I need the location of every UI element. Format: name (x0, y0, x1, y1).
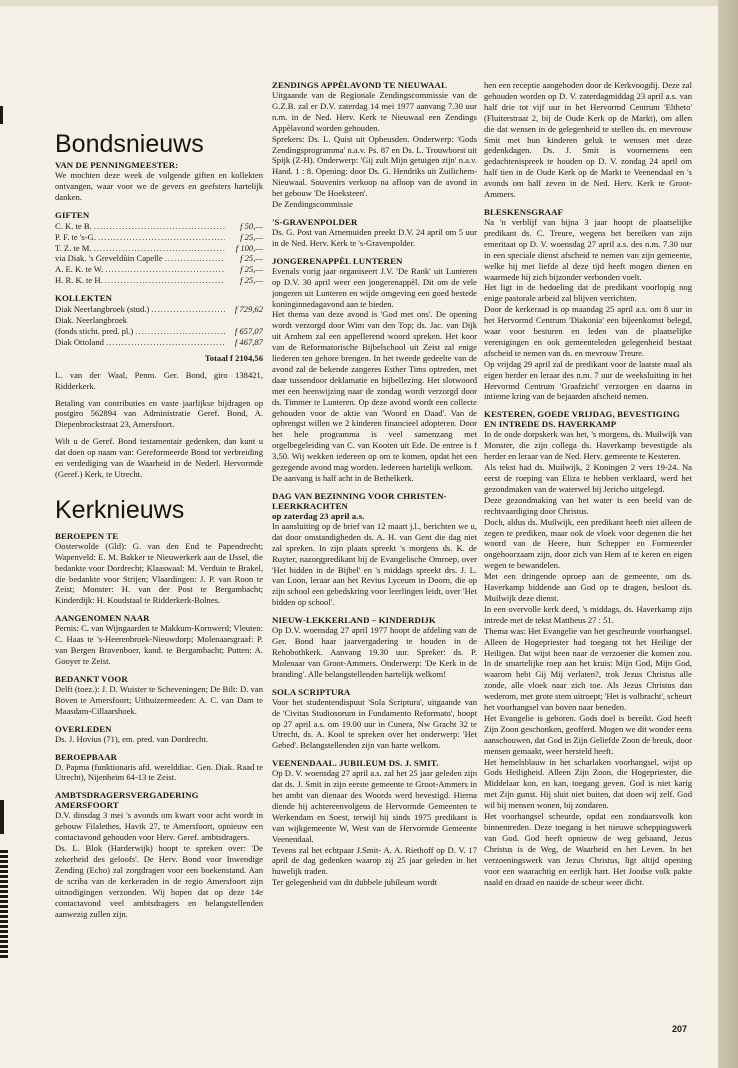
section-heading: NIEUW-LEKKERLAND – KINDERDIJK (272, 615, 436, 626)
section-text: In aansluiting op de brief van 12 maart j.l., berichten we u, dat door omstandigheden ds. A. H. van Gent die dag niet zal spreken. In zijn plaats spreekt 's morgens ds. K. de Ruyter, nazorgpredikant bij de Evangelische Omroep, over 'Het bidden in de Bijbel' en 's middags spreekt drs. J. L. van Loon, leraar aan het Revius Lyceum in Doorn, die op zijn school een gebedskring voor leerlingen leidt, over 'Het bidden op school'. (272, 520, 477, 608)
receptie-text: hen een receptie aangeboden door de Kerkvoogdij. Deze zal gehouden worden op D. V. zaterdagmiddag 23 april a.s. van half drie tot vijf uur in het Hervormd Centrum 'Eltheto' (Fluiterstraat 2, bij de Oude Kerk op de Markt), om allen die dat wensen in de gelegenheid te stellen ds. en mevrouw Smit met hun kinderen geluk te wensen met deze gedenkdagen. Ds. J. Smit is voornemens een gedachtenispreek te houden op D. V. zondag 24 april om half tien in de Oude Kerk op de Markt te Veenendaal en 's avonds om half zeven in de Ned. Herv. Kerk te Groot-Ammers. (484, 80, 692, 200)
section-text: Oosterwolde (Gld): G. van den End te Papendrecht; Wapenveld: E. M. Bakker te Nieuwerkerk aan de IJssel, die bedankte voor Dordrecht; Klaaswaal: M. Verduin te Brakel, die bedankte voor Strijen; Vlaardingen: J. P. van Roon te Zeist; Monster: H. van der Post te Bergambacht; Kinderdijk: H. Koudstaal te Ridderkerk-Bolnes. (55, 540, 263, 606)
ledger-row (55, 253, 263, 264)
ledger-row (55, 221, 263, 232)
ledger-row (55, 243, 263, 254)
penningmeester-heading: VAN DE PENNINGMEESTER: (55, 160, 179, 170)
page-edge (718, 0, 738, 1068)
section-text: In de oude dorpskerk was het, 's morgens, ds. Muilwijk van Monster, die zijn collega ds. Haverkamp bevestigde als herder en leraar van de Ned. Herv. gemeente te Kesteren. Als tekst had ds. Muilwijk, 2 Koningen 2 vers 19-24. Na eerst de roeping van Eliza te hebben verklaard, werd het gezondmaken van de waterwel bij Jericho uitgelegd. Deze gezondmaking van het water is een beeld van de rechtvaardiging door Christus. Doch, aldus ds. Muilwijk, een predikant heeft niet alleen de zegen te prediken, maar ook de vloek voor degenen die het woord van de Heere, hun Schepper en Formeerder ongehoorzaam zijn, door zich van Hem af te keren en eigen wegen te bewandelen. Met een dringende oproep aan de gemeente, om ds. Haverkamp biddende aan God op te dragen, besloot ds. Muilwijk deze dienst. In een overvolle kerk deed, 's middags, ds. Haverkamp zijn intrede met de tekst Mattheus 27 : 51. Thema was: Het Evangelie van het gescheurde voorhangsel. Alleen de Hogepriester had toegang tot het Heilige der Heiligen. Dat wijst heen naar de verzoener die komen zou. In de smartelijke roep aan het kruis: Mijn God, Mijn God, waarom hebt Gij Mij verlaten?, trok Jezus Christus alle zonde, alle vloek naar zich toe. Als Jezus Christus dan wederom, met grote stem uitroept; 'Het is volbracht', scheurt het voorhangsel van boven naar beneden. Het Evangelie is geboren. Gods doel is bereikt. God heeft Zijn Zoon geschonken, geofferd. Mogen we dit wonder eens aanschouwen, dat God in Zijn Geliefde Zoon de breuk, door mensen gemaakt, weer hersteld heeft. Het hemelsblauw in het scharlaken voorhangsel, wijst op Gods Heiligheid. Alleen Zijn Zoon, die Hogepriester, die Middelaar kon, en kan, toegang geven. God is niet karig met Zijn gunst. Hij sluit niet buiten, dat doen wij zelf. God wil bij mensen wonen, bij zondaren. Het voorhangsel scheurde, opdat een zondaarsvolk kon binnentreden. Deze toegang is het nieuwe scheppingswerk van God. God heeft opnieuw de weg gebaand, Jezus Christus is de Weg, de Waarheid en het Leven. In het verzoeningswerk van Jezus Christus, ligt altijd opening voor een waarachtig en eerlijk hart. Het Joodse volk pakte naald en draad en naaide de scheur weer dicht. (484, 429, 692, 887)
ledger-label: Diak. Neerlangbroek (55, 315, 128, 326)
ledger-label: Diak Neerlangbroek (stud.) (55, 304, 150, 315)
section-heading: ZENDINGS APPÈLAVOND TE NIEUWAAL (272, 80, 447, 90)
ledger-label: via Diak. 's Greveldùin Capelle (55, 253, 163, 264)
ledger-leader (135, 326, 225, 337)
giften-list (55, 221, 263, 286)
section-heading: BEROEPBAAR (55, 751, 118, 762)
ledger-label: C. K. te B. (55, 220, 92, 231)
ledger-label: (fonds sticht. pred. pl.) (55, 325, 134, 336)
section-heading: VEENENDAAL. JUBILEUM DS. J. SMIT. (272, 758, 439, 769)
ledger-amount: f 657,07 (234, 325, 263, 336)
section-text: Uitgaande van de Regionale Zendingscommissie van de G.Z.B. zal er D.V. zaterdag 14 mei 1977 aanvang 7.30 uur n.m. in de Ned. Herv. Kerk te Nieuwaal een Zendings Appèlavond worden gehouden. Sprekers: Ds. L. Quist uit Opheusden. Onderwerp: 'Gods Zendingsprogramma' n.a.v. Ps. 87 en Ds. L. Trouwborst uit Spijk (Z-H). Onderwerp: 'Gij zult Mijn getuigen zijn' n.a.v. Hand. 1 : 8. Opening: door Ds. G. Hendriks uit Zuilichem-Nieuwaal. Souvenirs verkoop na afloop van de avond in het gebouw 'De Hoeksteen'. De Zendingscommissie (272, 90, 477, 210)
page-number: 207 (672, 1024, 688, 1034)
ledger-label: A. E. K. te W. (55, 264, 104, 275)
ledger-amount: f 25,— (240, 275, 263, 286)
total-line: Totaal f 2104,56 (204, 352, 263, 363)
section-heading: BLESKENSGRAAF (484, 206, 564, 217)
right-sections (484, 207, 692, 887)
top-shade (0, 0, 718, 6)
section-heading: AANGENOMEN NAAR (55, 613, 150, 624)
section-heading: JONGERENAPPÈL LUNTEREN (272, 255, 403, 266)
ledger-amount: f 100,— (235, 242, 263, 253)
column-middle (272, 80, 477, 888)
column-right (484, 80, 692, 887)
column-left (55, 130, 263, 919)
kollekten-heading: KOLLEKTEN (55, 293, 113, 304)
bondsnieuws-title: Bondsnieuws (55, 130, 204, 158)
ledger-row (55, 315, 263, 326)
kerknieuws-sections (55, 531, 263, 920)
ledger-amount: f 467,87 (234, 336, 263, 347)
ledger-label: P. F. te 's-G. (55, 231, 96, 242)
ledger-leader (165, 253, 225, 264)
section-heading: SOLA SCRIPTURA (272, 686, 351, 697)
ledger-amount: f 25,— (240, 253, 263, 264)
ledger-amount: f 729,62 (234, 304, 263, 315)
section-text: Op D.V. woensdag 27 april 1977 hoopt de afdeling van de Ger. Bond haar jaarvergadering te houden in de Rehobothkerk. Aanvang 19.30 uur. Spreker: ds. P. Molenaar van Groot-Ammers. Onderwerp: 'De Kerk in de branding'. Alle belangstellenden hartelijk welkom! (272, 625, 477, 679)
ledger-leader (151, 304, 225, 315)
treasurer-address: L. van der Waal, Penm. Ger. Bond, giro 138421, Ridderkerk. (55, 369, 263, 391)
ledger-leader (98, 232, 225, 243)
testament-text: Wilt u de Geref. Bond testamentair gedenken, dan kunt u dat doen op naam van: Gereformeerde Bond tot verbreiding en verdediging van de Waarheid in de Nederl. Hervormde (Geref.) Kerk, te Utrecht. (55, 436, 263, 479)
ledger-leader (106, 337, 225, 348)
ledger-row (55, 304, 263, 315)
kerknieuws-title: Kerknieuws (55, 495, 185, 524)
section-text: D.V. dinsdag 3 mei 's avonds om kwart voor acht wordt in gebouw Filalethes, Havik 27, te Amersfoort, opnieuw een contactavond gehouden voor Herv. Geref. ambtsdragers. Ds. L. Blok (Harderwijk) hoopt te spreken over: 'De zekerheid des geloofs'. De Herv. Bond voor Inwendige Zending (Echo) zal zorgdragen voor een boekenstand. Aan de scriba van de kerkeraden in de regio Amersfoort zijn uitnodigingen verzonden. Wij hopen dat op deze 14e contactavond veel ambtsdragers en belangstellenden aanwezig zullen zijn. (55, 810, 263, 919)
ledger-leader (94, 243, 225, 254)
penningmeester-text: We mochten deze week de volgende giften en kollekten ontvangen, waar voor we de gevers en geefsters hartelijk danken. (55, 170, 263, 202)
ledger-amount: f 25,— (240, 264, 263, 275)
ledger-row (55, 326, 263, 337)
section-text: Voor het studentendispuut 'Sola Scriptura', uitgaande van de 'Civitas Studiosorum in Fundamento Reformato', hoopt op 27 april a.s. om 19.00 uur in Cunera, Nw Gracht 32 te Utrecht, ds. A. Kool te spreken over het onderwerp: 'Het Gebed'. Belangstellenden zijn van harte welkom. (272, 696, 477, 751)
ledger-label: H. R. K. te H. (55, 275, 103, 286)
section-heading: 'S-GRAVENPOLDER (272, 216, 358, 227)
section-heading: AMBTSDRAGERSVERGADERING AMERSFOORT (55, 790, 199, 811)
kollekten-list (55, 304, 263, 348)
ledger-leader (105, 264, 225, 275)
margin-marker (0, 800, 4, 834)
section-heading: OVERLEDEN (55, 723, 112, 734)
section-subheading: op zaterdag 23 april a.s. (272, 510, 365, 521)
ledger-label: Diak Ottoland (55, 336, 104, 347)
ledger-row (55, 264, 263, 275)
ledger-label: T. Z. te M. (55, 242, 92, 253)
ledger-amount: f 50,— (240, 220, 263, 231)
ledger-amount: f 25,— (240, 231, 263, 242)
contributies-text: Betaling van contributies en vaste jaarlijkse bijdragen op postgiro 562894 van Administratie Geref. Bond, A. Diepenbrockstraat 23, Amersfoort. (55, 397, 263, 430)
margin-marker (0, 106, 3, 124)
ledger-leader (94, 221, 225, 232)
section-heading: BEDANKT VOOR (55, 673, 128, 684)
margin-dots (0, 850, 8, 960)
ledger-row (55, 232, 263, 243)
section-text: Pernis: C. van Wijngaarden te Makkum-Kornwerd; Vleuten: C. Haas te 's-Heerenbroek-Nieuwdorp; Molenaarsgraaf: P. van Bergen Bravenboer, kand. te Bergambacht; Putten: A. Gooyer te Zeist. (55, 623, 263, 666)
section-text: Op D. V. woensdag 27 april a.s. zal het 25 jaar geleden zijn dat ds. J. Smit in zijn eerste gemeente te Groot-Ammers in het ambt van dienaar des Woords werd bevestigd. Hierna diende hij achtereenvolgens de Hervormde Gemeenten te Werkendam en Soest, terwijl hij sinds 1975 predikant is van wijkgemeente W, West van de Hervormde Gemeente Veenendaal. Tevens zal het echtpaar J.Smit- A. A. Riethoff op D. V. 17 april de dag gedenken waarop zij 25 jaar geleden in het huwelijk traden. Ter gelegenheid van dit dubbele jubileum wordt (272, 768, 477, 888)
section-heading: BEROEPEN TE (55, 530, 119, 541)
ledger-row (55, 275, 263, 286)
section-text: Na 'n verblijf van bijna 3 jaar hoopt de plaatselijke predikant ds. C. Treure, wegens het bereiken van zijn emeritaat op D. V. woensdag 27 april a.s. des n.m. 7.30 uur in een speciale dienst afscheid te nemen van zijn gemeente, welke hij met liefde al deze tijd heeft mogen dienen en waarmede hij zich bijzonder verbonden voelt. Het ligt in de bedoeling dat de predikant voorlopig nog enige pastorale arbeid zal blijven verrichten. Door de kerkeraad is op maandag 25 april a.s. om 8 uur in het Hervormd Centrum 'Diakonia' een bijeenkomst belegd, waar voor besturen en leden van de plaatselijke verenigingen en ook gemeenteleden gelegenheid bestaat afscheid te nemen van ds. en mevrouw Treure. Op vrijdag 29 april zal de predikant voor de laatste maal als eigen herder en leraar des n.m. 7 uur de weeksluiting in het Hervormd Centrum 'Graafzicht' verzorgen en daarna in intieme kring van de bejaarden afscheid nemen. (484, 216, 692, 402)
ledger-row (55, 337, 263, 348)
section-heading: KESTEREN, GOEDE VRIJDAG, BEVESTIGING EN INTREDE DS. HAVERKAMP (484, 409, 680, 430)
section-text: Ds. J. Hovius (71), em. pred. van Dordrecht. (55, 733, 208, 744)
section-text: D. Papma (funktionaris afd. werelddiac. Gen. Diak. Raad te Utrecht), Nijenheim 64-13 te Zeist. (55, 761, 263, 783)
section-heading: DAG VAN BEZINNING VOOR CHRISTEN-LEERKRACHTEN (272, 490, 447, 511)
section-text: Evenals vorig jaar organiseert J.V. 'De Rank' uit Lunteren op D.V. 30 april weer een jongerenappèl. Dit om de vele jongeren uit Lunteren en wijde omgeving een goed bestede koninginnedagavond aan te bieden. Het thema van deze avond is 'God met ons'. De opening wordt verzorgd door Wim van den Top; ds. Jac. van Dijk uit Arnhem zal een appellerend woord spreken. Het koor van de Reformatorische Bijbelschool uit Zeist zal enige liederen ten gehore brengen. In het tweede gedeelte van de avond zal de bekende zangeres Esther Tims optreden, met daar tussendoor deklamatie en bijbellezing. Het slotwoord met een heenwijzing naar de zondag wordt verzorgd door ds. Timmer te Lunteren. Op deze avond wordt een collecte gehouden voor de aktie van 'Woord en Daad'. Van de opbrengst willen we 2 kinderen financieel adopteren. Door het hele programma is veel samenzang met orgelbegeleiding van C. van Kooten uit Ede. De entree is f 3,50. Wij wekken iedereen op om te komen, opdat het een gezegende avond mag worden. Iedereen hartelijk welkom. De aanvang is half acht in de Bethelkerk. (272, 265, 477, 483)
giften-heading: GIFTEN (55, 209, 90, 220)
section-text: Delft (toez.): J. D. Wuister te Scheveningen; De Bilt: D. van Boven te Amersfoort; Uithuizermeeden: A. C. van Dam te Maasdam-Cillaarshoek. (55, 683, 263, 716)
ledger-leader (105, 275, 225, 286)
section-text: Ds. G. Post van Arnemuiden preekt D.V. 24 april om 5 uur in de Ned. Herv. Kerk te 's-Gravenpolder. (272, 226, 477, 248)
